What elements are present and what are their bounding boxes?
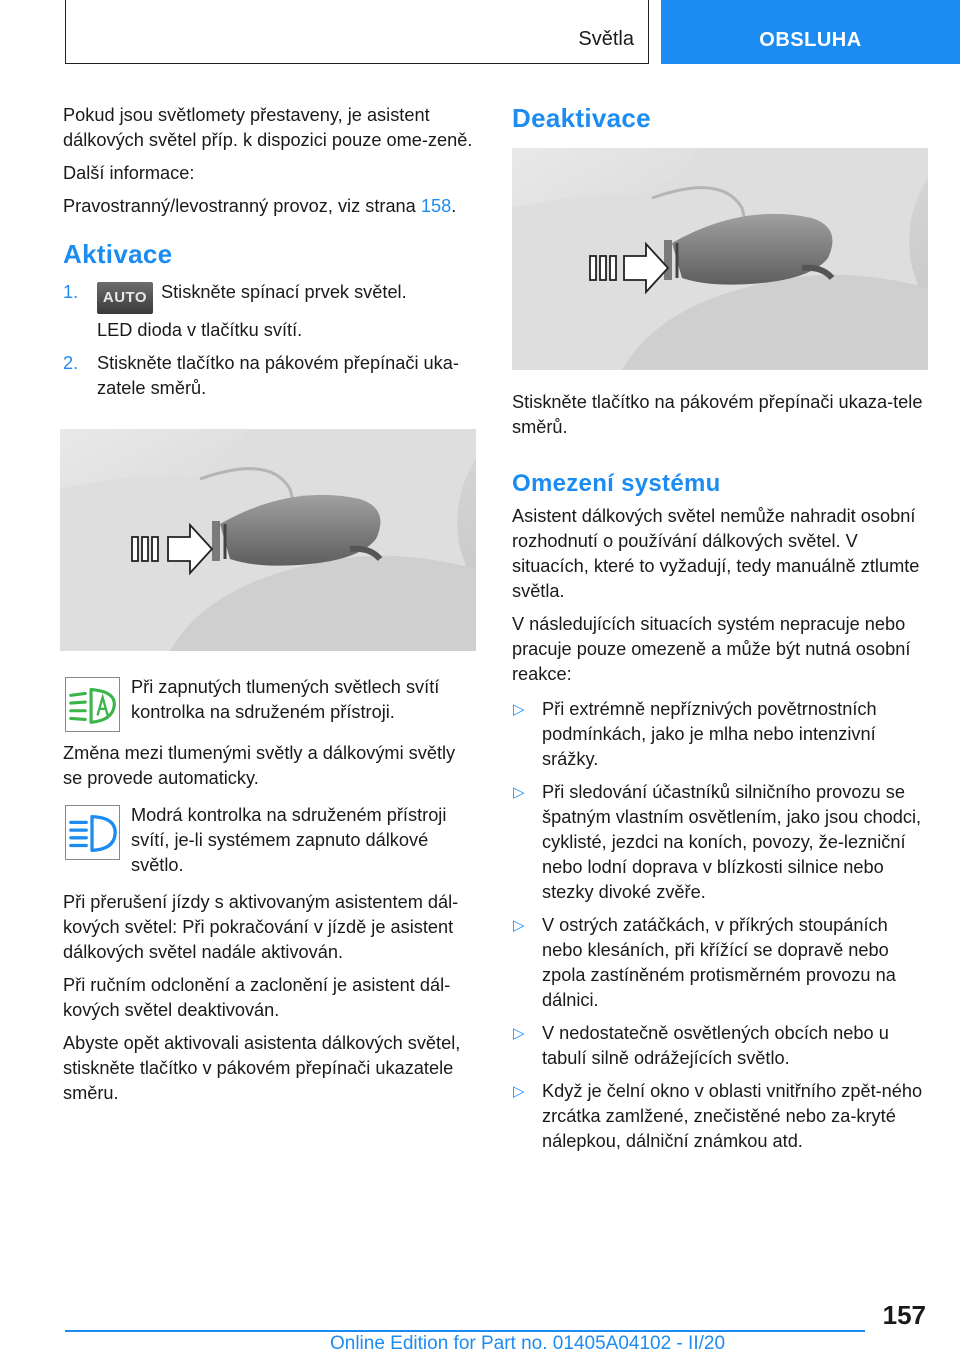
- paragraph-switch: Změna mezi tlumenými světly a dálkovými světly se provede automaticky.: [63, 743, 456, 788]
- paragraph-manual: Při ručním odclonění a zaclonění je asistent dál-kových světel deaktivován.: [63, 975, 451, 1020]
- paragraph-reactivate: Abyste opět aktivovali asistenta dálkových světel, stiskněte tlačítko v pákovém přepínači ukazatele směru.: [63, 1033, 461, 1103]
- list-item: ▷ Když je čelní okno v oblasti vnitřního zpět-ného zrcátka zamlžené, znečistěné nebo za-kryté nálepkou, dálniční známkou atd.: [513, 1081, 923, 1151]
- triangle-bullet-icon: ▷: [513, 784, 525, 801]
- step-number: 2.: [63, 353, 79, 373]
- note-low-beam: [63, 675, 477, 731]
- limits-paragraph-1: Asistent dálkových světel nemůže nahradit osobní rozhodnutí o používání dálkových světel. V situacích, které to vyžadují, tedy manuálně ztlumte světla.: [512, 506, 920, 601]
- paragraph-more-info: Další informace:: [63, 163, 195, 183]
- deactivation-text: Stiskněte tlačítko na pákovém přepínači ukaza-tele směrů.: [512, 392, 923, 437]
- header-chapter-tab: [661, 0, 960, 64]
- header-chapter-title: OBSLUHA: [759, 29, 862, 51]
- step-1-sub: LED dioda v tlačítku svítí.: [97, 320, 303, 340]
- triangle-bullet-icon: ▷: [513, 917, 525, 934]
- heading-activation: Aktivace: [63, 239, 173, 269]
- note-high-beam-text: Modrá kontrolka na sdruženém přístroji svítí, je-li systémem zapnuto dálkové světlo.: [131, 805, 447, 875]
- turn-signal-lever-image-2: [512, 148, 928, 370]
- step-1-text: Stiskněte spínací prvek světel.: [161, 282, 407, 302]
- step-1: [63, 280, 477, 314]
- limits-bullet-list: [512, 697, 932, 1154]
- footer-divider: [65, 1330, 865, 1332]
- footer-edition: Online Edition for Part no. 01405A04102 - II/20: [329, 1333, 726, 1354]
- page-link[interactable]: 158: [420, 196, 452, 216]
- list-item: ▷ V ostrých zatáčkách, v příkrých stoupáních nebo klesáních, při křížící se dopravě nebo zpola zastíněném protisměrném provozu na dálnici.: [513, 915, 896, 1010]
- paragraph-interrupt: Při přerušení jízdy s aktivovaným asistentem dál-kových světel: Při pokračování v jízdě je asistent dálkových světel nadále aktivován.: [63, 892, 459, 962]
- list-item: ▷ V nedostatečně osvětlených obcích nebo u tabulí silně odrážejících světlo.: [513, 1023, 889, 1068]
- step-2-text: Stiskněte tlačítko na pákovém přepínači uka-zatele směrů.: [97, 353, 459, 398]
- step-number: 1.: [63, 282, 79, 302]
- page-number: 157: [882, 1300, 926, 1330]
- left-column: [63, 103, 477, 1114]
- note-high-beam: [63, 803, 477, 878]
- triangle-bullet-icon: ▷: [513, 1025, 525, 1042]
- list-item: ▷ Při extrémně nepříznivých povětrnostních podmínkách, jako je mlha nebo intenzivní srážky.: [513, 699, 877, 769]
- header-section-box: [65, 0, 649, 64]
- heading-deactivation: Deaktivace: [512, 103, 651, 133]
- heading-system-limits: Omezení systému: [512, 470, 721, 497]
- note-low-beam-text: Při zapnutých tlumených světlech svítí kontrolka na sdruženém přístroji.: [131, 677, 440, 722]
- high-beam-indicator-icon: [65, 805, 120, 860]
- step-2: [63, 351, 477, 401]
- paragraph-readjusted: Pokud jsou světlomety přestaveny, je asistent dálkových světel příp. k dispozici pouze ome-zeně.: [63, 105, 473, 150]
- triangle-bullet-icon: ▷: [513, 701, 525, 718]
- paragraph-traffic-ref: Pravostranný/levostranný provoz, viz strana 158.: [63, 196, 457, 216]
- automatic-high-beam-indicator-icon: [65, 677, 120, 732]
- turn-signal-lever-image: [60, 429, 476, 651]
- list-item: ▷ Při sledování účastníků silničního provozu se špatným vlastním osvětlením, jako jsou chodci, cyklisté, jezdci na koních, povozy, že-lezniční nebo lodní doprava v blízkosti silnice nebo stezky divoké zvěře.: [513, 782, 922, 902]
- header-section-title: Světla: [578, 28, 634, 50]
- triangle-bullet-icon: ▷: [513, 1083, 525, 1100]
- auto-button-icon: AUTO: [97, 282, 153, 314]
- limits-paragraph-2: V následujících situacích systém nepracuje nebo pracuje pouze omezeně a může být nutná osobní reakce:: [512, 614, 911, 684]
- right-column: [512, 103, 932, 1162]
